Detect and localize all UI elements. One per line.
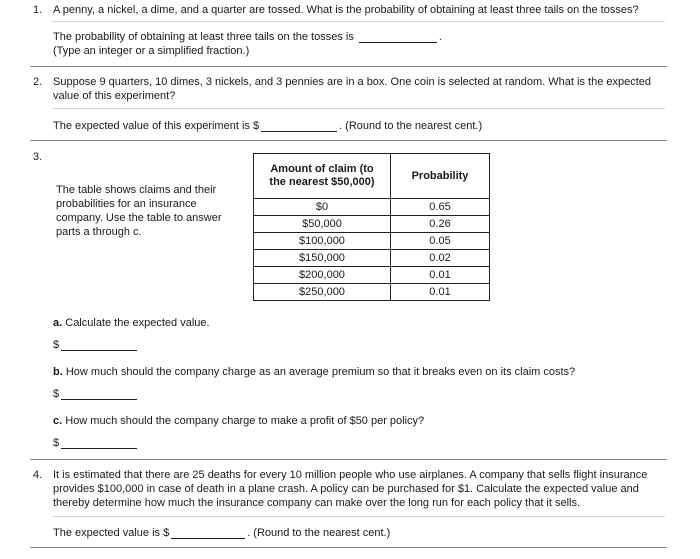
claim-amount: $100,000 [254,233,391,250]
q3-part-b [53,366,575,378]
claim-probability: 0.01 [391,284,490,301]
table-row [254,233,490,250]
q1-question: A penny, a nickel, a dime, and a quarter are tossed. What is the probability of obtaining at least three tails on the tosses? [53,4,639,16]
q1-answer-prompt [53,30,442,43]
part-a-answer [53,338,139,351]
q3-description: The table shows claims and their probabilities for an insurance company. Use the table to answer parts a through c. [56,184,222,238]
table-row [254,284,490,301]
part-a-letter: a. [53,317,63,329]
table-row [254,216,490,233]
part-a-answer-input[interactable] [61,338,137,351]
q1-answer-hint: (Type an integer or a simplified fraction.) [53,45,250,57]
claim-probability: 0.01 [391,267,490,284]
claim-probability: 0.26 [391,216,490,233]
divider [52,21,665,22]
q4-number: 4. [33,469,43,481]
q2-answer-prompt [53,119,482,132]
claim-probability: 0.65 [391,199,490,216]
q4-answer-suffix: . (Round to the nearest cent.) [247,527,391,539]
q2-question-line1: Suppose 9 quarters, 10 dimes, 3 nickels, and 3 pennies are in a box. One coin is selected at random. What is the expected [53,76,652,88]
section-divider [30,140,667,141]
q4-question-line3: thereby determine how much the insurance company can make over the long run for each policy that it sells. [53,497,581,509]
header-claim-amount: Amount of claim (to the nearest $50,000) [254,154,391,199]
section-divider [30,66,667,67]
section-divider [30,459,667,460]
claim-amount: $150,000 [254,250,391,267]
q1-number: 1. [33,4,43,16]
part-b-answer-input[interactable] [61,387,137,400]
q2-answer-suffix: . (Round to the nearest cent.) [339,120,483,132]
q3-part-c [53,415,424,427]
part-b-answer [53,387,139,400]
part-a-text: Calculate the expected value. [65,317,210,329]
claim-amount: $250,000 [254,284,391,301]
table-row [254,199,490,216]
q4-answer-prompt [53,526,390,539]
q3-number: 3. [33,151,43,163]
q2-question-line2: value of this experiment? [53,90,176,102]
q4-answer-input[interactable] [171,526,245,539]
table-header-row [254,154,490,199]
q2-number: 2. [33,76,43,88]
claim-amount: $50,000 [254,216,391,233]
q4-question-line1: It is estimated that there are 25 deaths for every 10 million people who use airplanes. A company that sells flight insurance [53,469,648,481]
q4-question-line2: provides $100,000 in case of death in a plane crash. A policy can be purchased for $1. Calculate the expected value and [53,483,639,495]
q1-answer-text: The probability of obtaining at least three tails on the tosses is [53,31,354,43]
q3-part-a [53,317,210,329]
header-probability: Probability [391,154,490,199]
q1-answer-period: . [438,31,442,43]
divider [52,108,665,109]
part-b-text: How much should the company charge as an average premium so that it breaks even on its claim costs? [65,366,576,378]
q1-answer-input[interactable] [359,30,437,43]
claim-amount: $200,000 [254,267,391,284]
q2-answer-prefix: The expected value of this experiment is $ [53,120,260,132]
part-c-letter: c. [53,415,63,427]
claim-probability: 0.05 [391,233,490,250]
q4-answer-prefix: The expected value is $ [53,527,170,539]
claim-probability: 0.02 [391,250,490,267]
section-divider [30,547,667,548]
part-c-text: How much should the company charge to make a profit of $50 per policy? [65,415,425,427]
dollar-sign: $ [53,437,60,449]
table-row [254,250,490,267]
q2-answer-input[interactable] [261,119,337,132]
table-row [254,267,490,284]
dollar-sign: $ [53,339,60,351]
part-c-answer-input[interactable] [61,436,137,449]
claim-amount: $0 [254,199,391,216]
part-c-answer [53,436,139,449]
claims-table [253,153,490,301]
dollar-sign: $ [53,388,60,400]
part-b-letter: b. [53,366,63,378]
divider [52,516,665,517]
